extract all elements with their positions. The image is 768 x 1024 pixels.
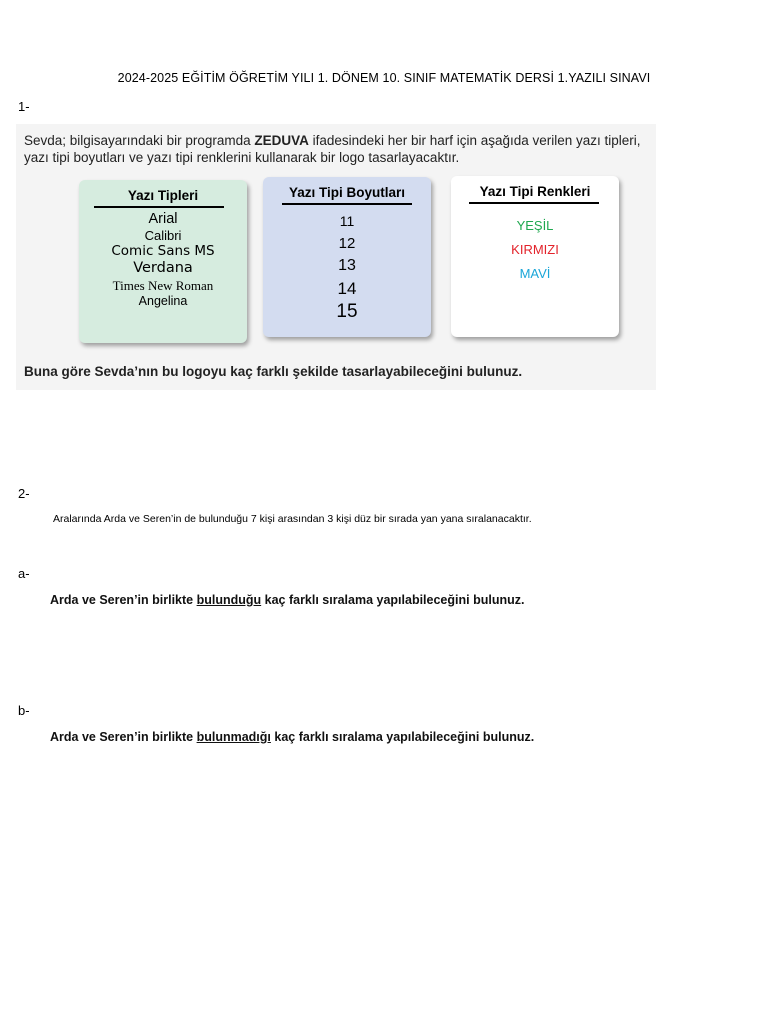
colors-card [451, 176, 619, 337]
size-option-11: 11 [339, 213, 355, 229]
question-2a-underlined: bulunduğu [196, 593, 262, 607]
intro-text-c: yazı tipi boyutları ve yazı tipi renklerini kullanarak bir logo tasarlayacaktır. [24, 150, 460, 165]
question-2b-text-pre: Arda ve Seren’in birlikte [50, 730, 197, 744]
question-1-prompt: Buna göre Sevda’nın bu logoyu kaç farklı şekilde tasarlayabileceğini bulunuz. [24, 364, 523, 379]
question-2b-text-post: kaç farklı sıralama yapılabileceğini bulunuz. [270, 730, 535, 744]
question-2a-prompt [50, 593, 524, 607]
color-option-green: YEŞİL [516, 218, 554, 233]
colors-card-underline [469, 202, 599, 204]
question-2-number: 2- [18, 486, 30, 501]
color-option-red: KIRMIZI [511, 242, 559, 257]
font-option-comic-sans: Comic Sans MS [111, 243, 215, 259]
intro-text-b: ifadesindeki her bir harf için aşağıda verilen yazı tipleri, [308, 133, 641, 148]
sizes-card [263, 177, 431, 337]
question-1-number: 1- [18, 99, 30, 114]
intro-text-a: Sevda; bilgisayarındaki bir programda [24, 133, 255, 148]
size-option-12: 12 [338, 235, 356, 252]
exam-title: 2024-2025 EĞİTİM ÖĞRETİM YILI 1. DÖNEM 10. SINIF MATEMATİK DERSİ 1.YAZILI SINAVI [117, 71, 651, 85]
question-2a-text-pre: Arda ve Seren’in birlikte [50, 593, 197, 607]
size-option-14: 14 [337, 279, 357, 298]
fonts-card-underline [94, 206, 224, 208]
question-2b-underlined: bulunmadığı [196, 730, 271, 744]
question-2-text: Aralarında Arda ve Seren’in de bulunduğu 7 kişi arasından 3 kişi düz bir sırada yan yana sıralanacaktır. [53, 513, 532, 525]
font-option-verdana: Verdana [133, 260, 193, 276]
font-option-angelina: Angelina [138, 294, 188, 308]
font-option-calibri: Calibri [144, 228, 182, 243]
size-option-13: 13 [338, 257, 356, 274]
question-2b-label: b- [18, 703, 30, 718]
fonts-card-header: Yazı Tipleri [127, 188, 199, 203]
font-option-arial: Arial [148, 211, 178, 227]
sizes-card-underline [282, 203, 412, 205]
question-2a-label: a- [18, 566, 30, 581]
size-option-15: 15 [336, 301, 358, 322]
question-1-intro [24, 132, 654, 166]
font-option-times: Times New Roman [112, 278, 214, 293]
color-option-blue: MAVİ [519, 266, 551, 281]
question-2a-text-post: kaç farklı sıralama yapılabileceğini bulunuz. [261, 593, 525, 607]
question-2b-prompt [50, 730, 534, 744]
fonts-card [79, 180, 247, 343]
intro-word: ZEDUVA [254, 133, 309, 148]
colors-card-header: Yazı Tipi Renkleri [479, 184, 591, 199]
sizes-card-header: Yazı Tipi Boyutları [288, 185, 406, 200]
